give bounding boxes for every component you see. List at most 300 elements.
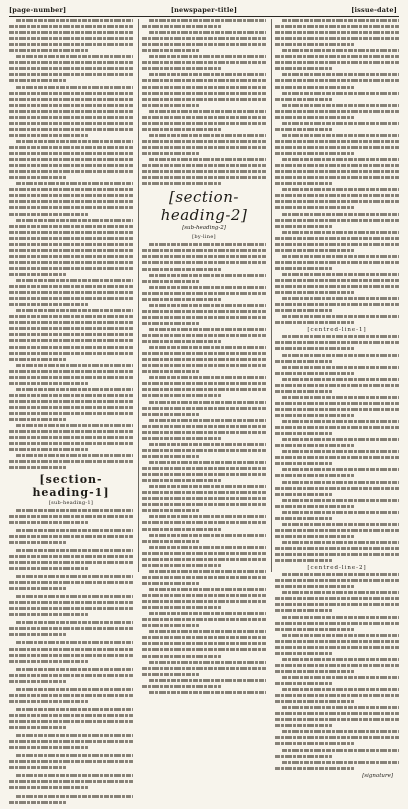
text-line [275, 285, 399, 288]
text-line [275, 517, 332, 520]
text-line [275, 579, 399, 582]
text-line [9, 746, 88, 749]
text-line [275, 237, 399, 240]
text-line [9, 49, 88, 52]
text-line [275, 43, 354, 46]
text-line [275, 700, 354, 703]
text-line [142, 624, 199, 627]
text-line [142, 92, 266, 95]
text-line [9, 660, 88, 663]
text-line [9, 327, 133, 330]
masthead-rule [9, 16, 399, 17]
text-line [275, 535, 354, 538]
text-line [9, 654, 133, 657]
text-line [142, 552, 266, 555]
text-line [282, 49, 399, 52]
column-1 [9, 19, 133, 572]
text-line [142, 407, 266, 410]
text-line [275, 279, 399, 282]
text-line [9, 146, 133, 149]
text-line [9, 176, 66, 179]
text-line [282, 706, 399, 709]
text-line [16, 595, 133, 598]
text-line [16, 641, 133, 644]
text-line [275, 456, 399, 459]
text-line [9, 358, 66, 361]
text-line [142, 358, 266, 361]
text-line [282, 438, 399, 441]
text-line [142, 43, 266, 46]
text-line [142, 86, 266, 89]
text-line [275, 206, 354, 209]
text-line [275, 724, 332, 727]
text-line [9, 303, 88, 306]
article-text [275, 573, 399, 770]
text-line [9, 104, 133, 107]
text-line [9, 648, 133, 651]
text-line [9, 633, 66, 636]
text-line [275, 755, 332, 758]
text-line [142, 425, 266, 428]
text-line [149, 134, 266, 137]
text-line [9, 786, 88, 789]
text-line [275, 152, 354, 155]
text-line [16, 454, 133, 457]
text-line [9, 521, 88, 524]
text-line [142, 128, 221, 131]
text-line [142, 667, 266, 670]
text-line [149, 73, 266, 76]
text-line [16, 182, 133, 185]
text-line [9, 376, 133, 379]
text-line [9, 400, 133, 403]
text-line [275, 98, 332, 101]
text-line [9, 726, 66, 729]
story-title: [section-heading-2] [160, 188, 248, 225]
text-line [149, 630, 266, 633]
text-line [275, 432, 332, 435]
text-line [275, 25, 399, 28]
article-text [9, 19, 133, 469]
text-line [275, 200, 399, 203]
issue-date: [issue-date] [351, 6, 397, 14]
text-line [9, 128, 133, 131]
text-line [16, 86, 133, 89]
text-line [282, 481, 399, 484]
text-line [142, 98, 266, 101]
text-line [9, 346, 133, 349]
article-text [9, 509, 133, 809]
column-divider [138, 19, 139, 572]
text-line [282, 420, 399, 423]
text-line [9, 158, 133, 161]
text-line [9, 382, 88, 385]
text-line [142, 618, 266, 621]
text-line [142, 49, 199, 52]
text-line [142, 268, 221, 271]
text-line [275, 243, 399, 246]
text-line [9, 200, 133, 203]
text-line [282, 158, 399, 161]
article-text [142, 19, 266, 185]
text-line [16, 575, 133, 578]
text-line [9, 613, 88, 616]
text-line [9, 152, 133, 155]
text-line [275, 219, 399, 222]
text-line [9, 627, 133, 630]
text-line [9, 134, 88, 137]
text-line [142, 370, 199, 373]
text-line [149, 461, 266, 464]
text-line [282, 104, 399, 107]
text-line [142, 61, 266, 64]
text-line [9, 674, 133, 677]
text-line [275, 402, 399, 405]
text-line [275, 767, 354, 770]
text-line [149, 443, 266, 446]
text-line [282, 315, 399, 318]
article-text [275, 335, 399, 562]
article-text [275, 19, 399, 324]
text-line [9, 291, 133, 294]
text-line [9, 436, 133, 439]
text-line [142, 509, 199, 512]
text-line [142, 455, 199, 458]
text-line [275, 140, 399, 143]
text-line [149, 346, 266, 349]
text-line [16, 621, 133, 624]
text-line [9, 79, 66, 82]
text-line [275, 694, 399, 697]
text-line [282, 450, 399, 453]
text-line [275, 347, 354, 350]
text-line [9, 352, 133, 355]
text-line [9, 339, 133, 342]
text-line [9, 188, 133, 191]
text-line [149, 55, 266, 58]
text-line [275, 61, 399, 64]
text-line [149, 546, 266, 549]
text-line [9, 297, 133, 300]
newspaper-page [9, 5, 399, 779]
text-line [142, 606, 221, 609]
text-line [275, 146, 399, 149]
text-line [142, 473, 266, 476]
text-line [275, 609, 332, 612]
text-line [275, 682, 332, 685]
text-line [142, 261, 266, 264]
text-line [275, 718, 399, 721]
text-line [16, 688, 133, 691]
text-line [9, 535, 133, 538]
text-line [9, 601, 133, 604]
text-line [142, 467, 266, 470]
text-line [282, 231, 399, 234]
text-line [9, 581, 133, 584]
text-line [282, 335, 399, 338]
text-line [149, 612, 266, 615]
text-line [9, 442, 133, 445]
text-line [142, 449, 266, 452]
text-line [275, 384, 399, 387]
text-line [9, 170, 133, 173]
text-line [282, 658, 399, 661]
text-line [142, 280, 199, 283]
text-line [142, 152, 199, 155]
text-line [142, 292, 266, 295]
text-line [282, 92, 399, 95]
text-line [282, 366, 399, 369]
text-line [9, 321, 133, 324]
text-line [149, 401, 266, 404]
text-line [142, 104, 199, 107]
story-byline: [by-line] [192, 234, 216, 241]
text-line [149, 515, 266, 518]
text-line [275, 444, 354, 447]
text-line [275, 110, 399, 113]
text-line [9, 561, 133, 564]
text-line [16, 388, 133, 391]
text-line [142, 164, 266, 167]
text-line [275, 559, 332, 562]
text-line [149, 158, 266, 161]
text-line [149, 534, 266, 537]
text-line [142, 576, 266, 579]
text-line [149, 419, 266, 422]
text-line [9, 61, 133, 64]
text-line [16, 364, 133, 367]
text-line [275, 164, 399, 167]
text-line [275, 182, 332, 185]
text-line [9, 237, 133, 240]
text-line [275, 736, 399, 739]
text-line [9, 740, 133, 743]
text-line [282, 297, 399, 300]
text-line [142, 564, 221, 567]
text-line [282, 761, 399, 764]
text-line [275, 505, 354, 508]
text-line [149, 570, 266, 573]
text-line [9, 720, 133, 723]
text-line [142, 146, 266, 149]
text-line [282, 19, 399, 22]
paper-title: [newspaper-title] [170, 6, 238, 14]
text-line [16, 509, 133, 512]
text-line [142, 497, 266, 500]
centered-mark: [centred-line-2] [307, 565, 367, 572]
text-line [149, 328, 266, 331]
text-line [9, 231, 133, 234]
text-line [275, 408, 399, 411]
text-line [9, 607, 133, 610]
text-line [275, 55, 399, 58]
masthead [9, 5, 399, 15]
text-line [282, 541, 399, 544]
text-line [275, 291, 354, 294]
text-line [275, 261, 399, 264]
text-line [149, 110, 266, 113]
text-line [142, 528, 221, 531]
text-line [142, 116, 266, 119]
text-line [275, 303, 399, 306]
text-line [282, 354, 399, 357]
text-line [142, 37, 266, 40]
text-line [9, 567, 88, 570]
text-line [149, 286, 266, 289]
text-line [9, 73, 133, 76]
text-line [142, 685, 221, 688]
text-line [16, 774, 133, 777]
text-line [282, 573, 399, 576]
text-line [282, 511, 399, 514]
text-line [142, 352, 266, 355]
text-line [142, 310, 266, 313]
text-line [275, 628, 354, 631]
text-line [282, 378, 399, 381]
text-line [282, 730, 399, 733]
text-line [275, 128, 332, 131]
text-line [9, 194, 133, 197]
text-line [9, 206, 133, 209]
text-line [16, 140, 133, 143]
text-line [142, 122, 266, 125]
text-line [282, 499, 399, 502]
text-line [149, 243, 266, 246]
text-line [9, 249, 133, 252]
text-line [142, 67, 221, 70]
text-line [142, 322, 199, 325]
text-line [142, 334, 266, 337]
text-line [9, 255, 133, 258]
text-line [149, 588, 266, 591]
text-line [275, 309, 332, 312]
text-line [275, 603, 399, 606]
text-line [282, 73, 399, 76]
text-line [275, 547, 399, 550]
text-line [275, 597, 399, 600]
section-heading: [section-heading-1] [32, 472, 110, 499]
text-line [275, 493, 332, 496]
text-line [9, 694, 133, 697]
text-line [149, 679, 266, 682]
text-line [16, 795, 133, 798]
text-line [142, 394, 221, 397]
text-line [9, 315, 133, 318]
text-line [142, 298, 221, 301]
text-line [142, 382, 266, 385]
text-line [275, 86, 354, 89]
text-line [275, 640, 399, 643]
text-line [142, 540, 199, 543]
text-line [9, 760, 133, 763]
text-line [275, 426, 399, 429]
text-line [282, 688, 399, 691]
text-line [9, 448, 88, 451]
text-line [9, 67, 133, 70]
text-line [9, 394, 133, 397]
text-line [149, 19, 266, 22]
text-line [16, 734, 133, 737]
text-line [9, 460, 133, 463]
text-line [16, 219, 133, 222]
text-line [275, 225, 332, 228]
text-line [9, 243, 133, 246]
text-line [9, 700, 88, 703]
text-line [9, 116, 133, 119]
text-line [282, 255, 399, 258]
text-line [9, 430, 133, 433]
text-line [9, 714, 133, 717]
centered-mark: [centred-line-1] [307, 327, 367, 334]
text-line [275, 194, 399, 197]
text-line [9, 285, 133, 288]
text-line [9, 466, 66, 469]
text-line [142, 673, 199, 676]
text-line [142, 636, 266, 639]
article-text [142, 243, 266, 693]
text-line [142, 600, 266, 603]
text-line [275, 372, 354, 375]
text-line [142, 437, 221, 440]
text-line [282, 188, 399, 191]
text-line [275, 170, 399, 173]
text-line [142, 582, 199, 585]
text-line [275, 664, 399, 667]
text-line [142, 479, 221, 482]
text-line [9, 110, 133, 113]
text-line [282, 122, 399, 125]
text-line [9, 273, 66, 276]
text-line [16, 529, 133, 532]
text-line [9, 541, 66, 544]
text-line [9, 122, 133, 125]
text-line [9, 213, 88, 216]
text-line [9, 25, 133, 28]
text-line [275, 529, 399, 532]
text-line [142, 316, 266, 319]
text-line [9, 412, 133, 415]
text-line [16, 754, 133, 757]
text-line [275, 37, 399, 40]
text-line [275, 321, 354, 324]
text-line [9, 37, 133, 40]
text-line [142, 503, 266, 506]
text-line [9, 164, 133, 167]
column-divider [271, 19, 272, 572]
text-line [275, 414, 354, 417]
text-line [282, 273, 399, 276]
text-line [275, 360, 332, 363]
article-signature: [signature] [362, 772, 393, 779]
text-line [9, 31, 133, 34]
text-line [149, 661, 266, 664]
text-line [9, 515, 133, 518]
text-line [142, 558, 266, 561]
text-line [142, 364, 266, 367]
text-line [16, 19, 133, 22]
text-line [275, 462, 332, 465]
text-line [9, 555, 133, 558]
text-line [282, 616, 399, 619]
text-line [142, 340, 221, 343]
text-line [275, 487, 399, 490]
column-2 [142, 19, 266, 572]
text-line [9, 766, 66, 769]
text-line [149, 691, 266, 694]
text-line [16, 708, 133, 711]
article-columns [9, 19, 399, 779]
text-line [9, 370, 133, 373]
